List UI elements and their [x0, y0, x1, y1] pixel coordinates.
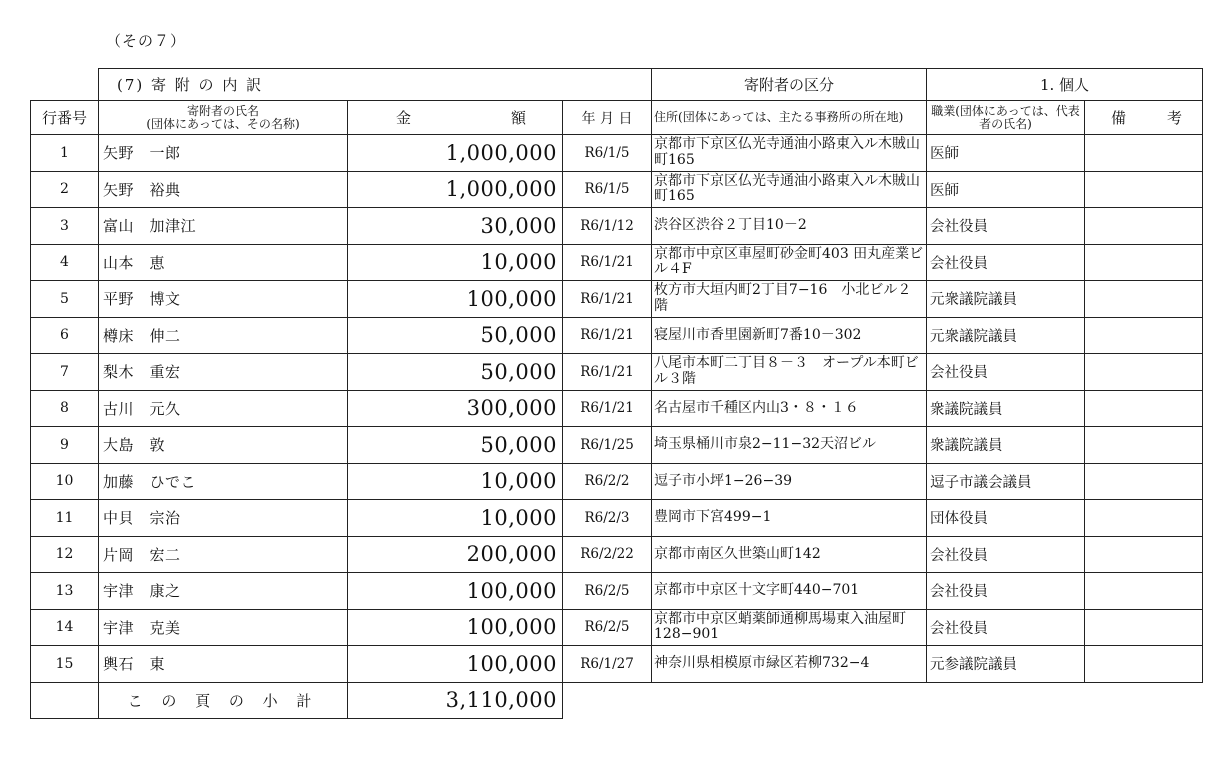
row-number: 4	[31, 244, 99, 281]
remarks-cell	[1085, 354, 1203, 391]
donation-date: R6/2/5	[563, 609, 652, 646]
donation-amount: 1,000,000	[348, 135, 563, 172]
remarks-cell	[1085, 390, 1203, 427]
donation-date: R6/1/27	[563, 646, 652, 683]
donation-date: R6/1/5	[563, 135, 652, 172]
donor-address: 京都市中京区車屋町砂金町403 田丸産業ビル４F	[652, 244, 927, 281]
donor-address: 渋谷区渋谷２丁目10－2	[652, 208, 927, 245]
donation-amount: 30,000	[348, 208, 563, 245]
remarks-cell	[1085, 317, 1203, 354]
col-address: 住所(団体にあっては、主たる事務所の所在地)	[652, 101, 927, 135]
donation-date: R6/1/21	[563, 244, 652, 281]
donor-occupation: 会社役員	[927, 244, 1085, 281]
donation-date: R6/1/21	[563, 354, 652, 391]
donation-amount: 100,000	[348, 281, 563, 318]
row-number: 7	[31, 354, 99, 391]
donor-name: 輿石 東	[99, 646, 348, 683]
donor-occupation: 団体役員	[927, 500, 1085, 537]
row-number: 9	[31, 427, 99, 464]
row-number: 11	[31, 500, 99, 537]
donor-address: 枚方市大垣内町2丁目7−16 小北ビル２階	[652, 281, 927, 318]
donation-amount: 10,000	[348, 463, 563, 500]
donor-occupation: 会社役員	[927, 354, 1085, 391]
col-amount	[348, 101, 563, 135]
table-row	[31, 573, 1203, 610]
donation-amount: 100,000	[348, 609, 563, 646]
table-row	[31, 317, 1203, 354]
table-row	[31, 427, 1203, 464]
donation-amount: 10,000	[348, 244, 563, 281]
col-remarks	[1085, 101, 1203, 135]
donor-name: 樽床 伸二	[99, 317, 348, 354]
donor-name: 矢野 一郎	[99, 135, 348, 172]
row-number: 2	[31, 171, 99, 208]
donor-occupation: 会社役員	[927, 573, 1085, 610]
row-number: 6	[31, 317, 99, 354]
page-label: （その７）	[106, 32, 187, 50]
donation-amount: 10,000	[348, 500, 563, 537]
col-name: 寄附者の氏名 (団体にあっては、その名称)	[99, 101, 348, 135]
remarks-cell	[1085, 208, 1203, 245]
table-row	[31, 500, 1203, 537]
donor-name: 平野 博文	[99, 281, 348, 318]
donor-address: 京都市南区久世築山町142	[652, 536, 927, 573]
col-date: 年 月 日	[563, 101, 652, 135]
table-row	[31, 609, 1203, 646]
donation-date: R6/1/5	[563, 171, 652, 208]
remarks-cell	[1085, 646, 1203, 683]
donor-occupation: 元衆議院議員	[927, 281, 1085, 318]
donor-name: 宇津 克美	[99, 609, 348, 646]
row-number: 12	[31, 536, 99, 573]
donor-address: 京都市中京区十文字町440−701	[652, 573, 927, 610]
remarks-cell	[1085, 536, 1203, 573]
donor-occupation: 会社役員	[927, 536, 1085, 573]
donor-name: 片岡 宏二	[99, 536, 348, 573]
row-number: 13	[31, 573, 99, 610]
col-occupation: 職業(団体にあっては、代表者の氏名)	[927, 101, 1085, 135]
donation-amount: 1,000,000	[348, 171, 563, 208]
col-amount-left: 金	[396, 109, 412, 127]
table-row	[31, 536, 1203, 573]
remarks-cell	[1085, 609, 1203, 646]
remarks-cell	[1085, 171, 1203, 208]
donor-name: 加藤 ひでこ	[99, 463, 348, 500]
row-number: 5	[31, 281, 99, 318]
table-row	[31, 646, 1203, 683]
col-row-no: 行番号	[31, 101, 99, 135]
donor-address: 神奈川県相模原市緑区若柳732−4	[652, 646, 927, 683]
donor-address: 京都市中京区蛸薬師通柳馬場東入油屋町128−901	[652, 609, 927, 646]
subtotal-amount: 3,110,000	[348, 682, 563, 718]
subtotal-row	[31, 682, 1203, 718]
donor-name: 中貝 宗治	[99, 500, 348, 537]
section-header-row	[31, 69, 1203, 101]
donation-amount: 50,000	[348, 354, 563, 391]
donor-occupation: 医師	[927, 135, 1085, 172]
donor-occupation: 会社役員	[927, 609, 1085, 646]
col-remarks-right: 考	[1167, 109, 1183, 127]
donor-occupation: 逗子市議会議員	[927, 463, 1085, 500]
remarks-cell	[1085, 573, 1203, 610]
donation-date: R6/2/3	[563, 500, 652, 537]
donation-amount: 200,000	[348, 536, 563, 573]
table-row	[31, 135, 1203, 172]
donor-occupation: 元衆議院議員	[927, 317, 1085, 354]
remarks-cell	[1085, 281, 1203, 318]
donor-category-label: 寄附者の区分	[652, 69, 927, 101]
donor-category-value: 1. 個人	[927, 69, 1203, 101]
row-number: 8	[31, 390, 99, 427]
remarks-cell	[1085, 244, 1203, 281]
table-row	[31, 390, 1203, 427]
row-number: 14	[31, 609, 99, 646]
donation-date: R6/1/21	[563, 281, 652, 318]
row-number: 10	[31, 463, 99, 500]
table-row	[31, 354, 1203, 391]
remarks-cell	[1085, 463, 1203, 500]
donor-address: 京都市下京区仏光寺通油小路東入ル木賊山町165	[652, 135, 927, 172]
donor-name: 古川 元久	[99, 390, 348, 427]
donor-address: 名古屋市千種区内山3・８・１６	[652, 390, 927, 427]
table-row	[31, 208, 1203, 245]
remarks-cell	[1085, 135, 1203, 172]
table-row	[31, 171, 1203, 208]
donor-occupation: 元参議院議員	[927, 646, 1085, 683]
donation-date: R6/2/2	[563, 463, 652, 500]
donor-occupation: 衆議院議員	[927, 390, 1085, 427]
donation-date: R6/1/21	[563, 390, 652, 427]
donor-name: 矢野 裕典	[99, 171, 348, 208]
donation-date: R6/2/5	[563, 573, 652, 610]
table-row	[31, 244, 1203, 281]
donation-date: R6/2/22	[563, 536, 652, 573]
row-number: 1	[31, 135, 99, 172]
row-number: 3	[31, 208, 99, 245]
donor-address: 寝屋川市香里園新町7番10－302	[652, 317, 927, 354]
donation-date: R6/1/25	[563, 427, 652, 464]
donor-name: 富山 加津江	[99, 208, 348, 245]
donor-address: 埼玉県桶川市泉2−11−32天沼ビル	[652, 427, 927, 464]
donor-address: 豊岡市下宮499−1	[652, 500, 927, 537]
donation-amount: 100,000	[348, 573, 563, 610]
column-header-row	[31, 101, 1203, 135]
section-title: (7) 寄 附 の 内 訳	[99, 69, 652, 101]
subtotal-label: こ の 頁 の 小 計	[99, 682, 348, 718]
subtotal-blank-cell	[31, 682, 99, 718]
col-amount-right: 額	[510, 109, 526, 127]
remarks-cell	[1085, 427, 1203, 464]
donor-address: 京都市下京区仏光寺通油小路東入ル木賊山町165	[652, 171, 927, 208]
donation-amount: 50,000	[348, 427, 563, 464]
donation-date: R6/1/12	[563, 208, 652, 245]
col-remarks-left: 備	[1111, 109, 1127, 127]
donor-name: 大島 敦	[99, 427, 348, 464]
donor-occupation: 衆議院議員	[927, 427, 1085, 464]
donor-name: 宇津 康之	[99, 573, 348, 610]
table-row	[31, 281, 1203, 318]
donation-amount: 300,000	[348, 390, 563, 427]
donation-amount: 100,000	[348, 646, 563, 683]
table-row	[31, 463, 1203, 500]
donor-address: 八尾市本町二丁目８－３ オープル本町ビル３階	[652, 354, 927, 391]
donation-table	[30, 68, 1203, 719]
donor-address: 逗子市小坪1−26−39	[652, 463, 927, 500]
row-number: 15	[31, 646, 99, 683]
donation-date: R6/1/21	[563, 317, 652, 354]
donor-occupation: 医師	[927, 171, 1085, 208]
donor-occupation: 会社役員	[927, 208, 1085, 245]
remarks-cell	[1085, 500, 1203, 537]
donor-name: 梨木 重宏	[99, 354, 348, 391]
donation-amount: 50,000	[348, 317, 563, 354]
donor-name: 山本 恵	[99, 244, 348, 281]
